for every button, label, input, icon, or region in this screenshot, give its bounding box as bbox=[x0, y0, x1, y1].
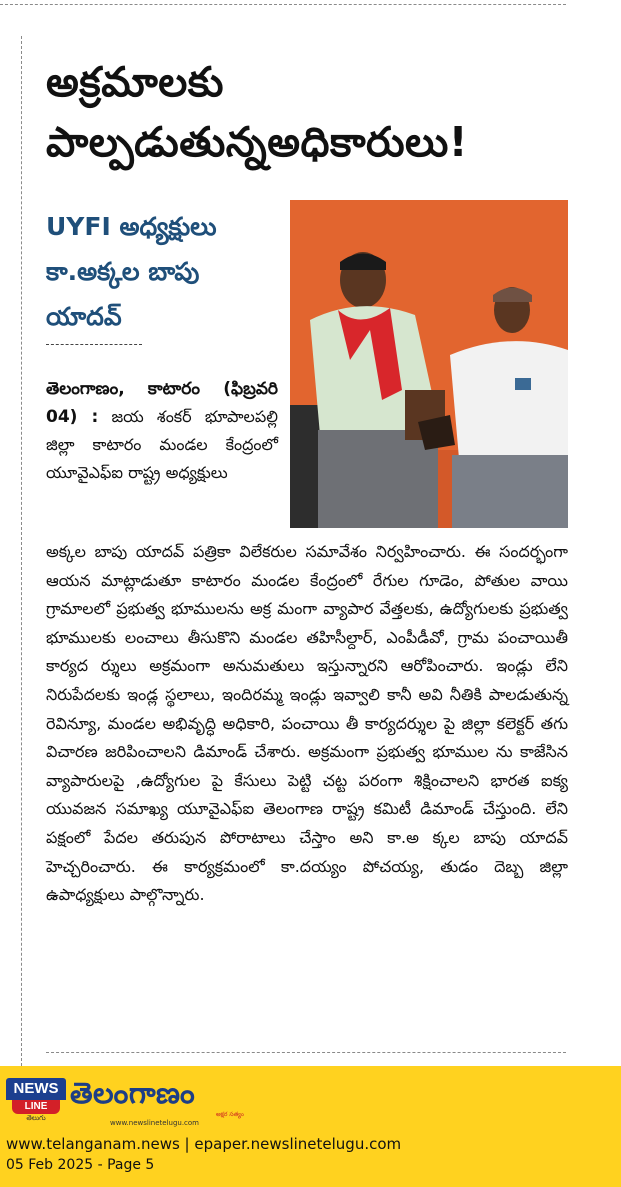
logo-news-text: NEWS bbox=[6, 1078, 66, 1100]
article-headline: అక్రమాలకు పాల్పడుతున్నఅధికారులు! bbox=[46, 58, 468, 166]
epaper-footer bbox=[0, 1066, 621, 1187]
logo-website-url: www.newslinetelugu.com bbox=[110, 1119, 199, 1127]
left-column-divider bbox=[21, 36, 22, 1066]
subhead-underline bbox=[46, 344, 142, 345]
top-divider bbox=[0, 4, 566, 5]
photo-two-men bbox=[290, 200, 568, 528]
article-intro-text: జయ శంకర్ భూపాలపల్లి జిల్లా కాటారం మండల కేంద్రంలో యూవైఎఫ్ఐ రాష్ట్ర అధ్యక్షులు bbox=[46, 407, 278, 482]
footer-date-page: 05 Feb 2025 - Page 5 bbox=[6, 1157, 155, 1173]
footer-websites: www.telanganam.news | epaper.newslinetelugu.com bbox=[6, 1135, 402, 1153]
logo-line-text: LINE bbox=[12, 1100, 60, 1114]
logo-news-subtitle: తెలుగు bbox=[26, 1114, 46, 1122]
article-dateline: తెలంగాణం, కాటారం (ఫిబ్రవరి 04) : bbox=[46, 379, 278, 427]
article-body: అక్కల బాపు యాదవ్ పత్రికా విలేకరుల సమావేశం నిర్వహించారు. ఈ సందర్భంగా ఆయన మాట్లాడుతూ కాటారం మండల కేంద్రంలో రేగుల గూడెం, పోతుల వాయి గ్రామాలలో ప్రభుత్వ భూములను అక్ర మంగా వ్యాపార వేత్తలకు, ఉద్యోగులకు ప్రభుత్వ భూములకు లంచాలు తీసుకొని మండల తహిసీల్దార్, ఎంపీడీవో, గ్రామ పంచాయితీ కార్యద ర్శులు అక్రమంగా అనుమతులు ఇస్తున్నారని ఆరోపించారు. ఇండ్లు లేని నిరుపేదలకు ఇండ్ల స్థలాలు, ఇందిరమ్మ ఇండ్లు ఇవ్వాలి కానీ అవి నీతికి పాలడుతున్న రెవిన్యూ, మండల అభివృద్ధి అధికారి, పంచాయి తీ కార్యదర్శుల పై జిల్లా కలెక్టర్ తగు విచారణ జరిపించాలని డిమాండ్ చేశారు. అక్రమంగా ప్రభుత్వ భూముల ను కాజేసిన వ్యాపారులపై ,ఉద్యోగుల పై కేసులు పెట్టి చట్ట పరంగా శిక్షించాలని భారత ఐక్య యువజన సమాఖ్య యూవైఎఫ్ఐ తెలంగాణ రాష్ట్ర కమిటీ డిమాండ్ చేస్తుంది. లేని పక్షంలో పేదల తరుపున పోరాటాలు చేస్తాం అని కా.అ క్కల బాపు యాదవ్ హెచ్చరించారు. ఈ కార్యక్రమంలో కా.దయ్యం పోచయ్య, తుడం దెబ్బ జిల్లా ఉపాధ్యక్షులు పాల్గొన్నారు. bbox=[46, 542, 568, 905]
newsline-logo bbox=[6, 1078, 66, 1122]
article-photo bbox=[290, 200, 568, 528]
bottom-divider bbox=[46, 1052, 566, 1053]
article-subhead: UYFI అధ్యక్షులు కా.అక్కల బాపు యాదవ్ bbox=[46, 212, 217, 331]
telanganam-tagline: అక్షర సత్యం bbox=[216, 1111, 244, 1118]
telanganam-logo: తెలంగాణం bbox=[70, 1076, 196, 1110]
article-intro bbox=[46, 375, 278, 487]
